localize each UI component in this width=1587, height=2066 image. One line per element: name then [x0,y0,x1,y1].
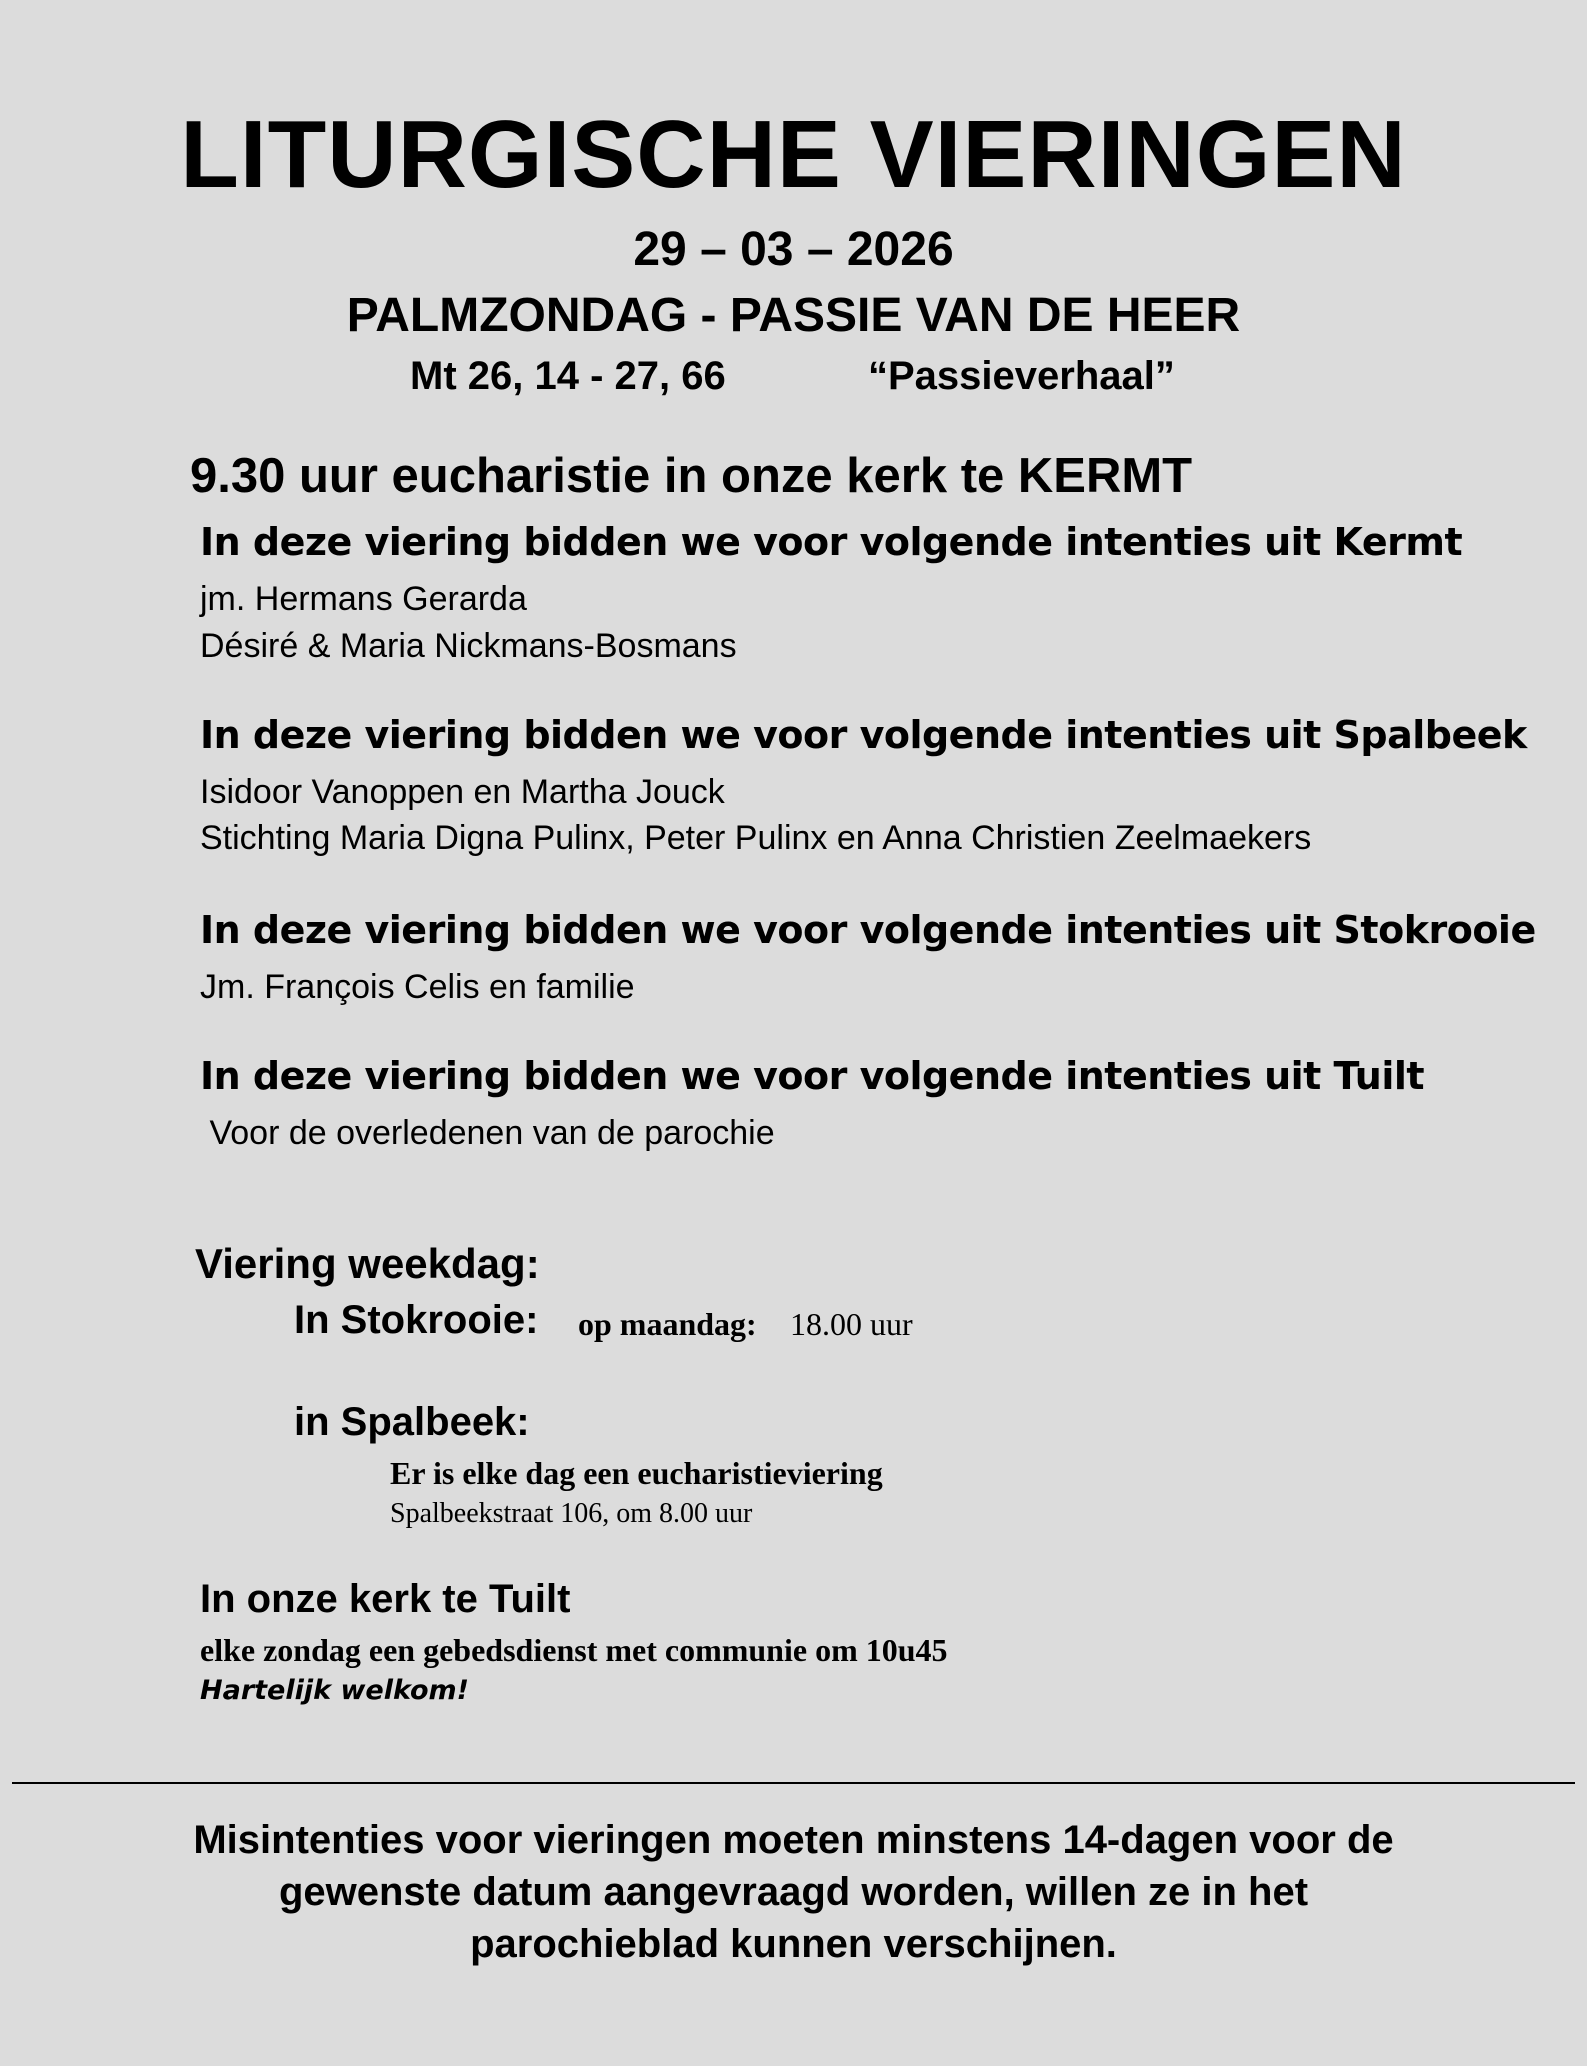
intention-line: jm. Hermans Gerarda [200,580,527,618]
weekday-heading: Viering weekdag: [195,1240,540,1287]
stokrooie-place: In Stokrooie: [294,1298,539,1342]
intentions-heading-kermt: In deze viering bidden we voor volgende intenties uit Kermt [200,520,1463,564]
divider [12,1782,1575,1784]
reading-line [0,354,1587,404]
intention-line: Désiré & Maria Nickmans-Bosmans [200,627,737,665]
stokrooie-day-label: op maandag: [578,1306,757,1342]
intentions-heading-stokrooie: In deze viering bidden we voor volgende intenties uit Stokrooie [200,908,1536,952]
tuilt-line: elke zondag een gebedsdienst met communie om 10u45 [200,1632,948,1668]
intention-line: Isidoor Vanoppen en Martha Jouck [200,773,725,811]
stokrooie-time: 18.00 uur [790,1306,913,1342]
spalbeek-line: Er is elke dag een eucharistieviering [390,1455,883,1491]
intention-line: Jm. François Celis en familie [200,968,635,1006]
footer-note [0,1814,1587,1970]
spalbeek-place: in Spalbeek: [294,1400,530,1444]
footer-line: parochieblad kunnen verschijnen. [470,1922,1117,1966]
mass-heading: 9.30 uur eucharistie in onze kerk te KERMT [190,449,1193,503]
celebration-subtitle: PALMZONDAG - PASSIE VAN DE HEER [346,289,1241,342]
page-title: LITURGISCHE VIERINGEN [180,101,1407,208]
intention-line: Voor de overledenen van de parochie [200,1114,775,1152]
intention-line: Stichting Maria Digna Pulinx, Peter Pulinx en Anna Christien Zeelmaekers [200,819,1312,857]
reading-title: “Passieverhaal” [868,354,1175,398]
intentions-heading-spalbeek: In deze viering bidden we voor volgende intenties uit Spalbeek [200,713,1527,757]
footer-line: Misintenties voor vieringen moeten minstens 14-dagen voor de [193,1818,1394,1862]
intentions-heading-tuilt: In deze viering bidden we voor volgende intenties uit Tuilt [200,1054,1425,1098]
reading-reference: Mt 26, 14 - 27, 66 [410,354,726,398]
celebration-date: 29 – 03 – 2026 [633,223,954,276]
tuilt-heading: In onze kerk te Tuilt [200,1577,571,1621]
footer-line: gewenste datum aangevraagd worden, willen ze in het [278,1870,1309,1914]
welcome-text: Hartelijk welkom! [200,1675,469,1706]
spalbeek-address: Spalbeekstraat 106, om 8.00 uur [390,1498,753,1529]
